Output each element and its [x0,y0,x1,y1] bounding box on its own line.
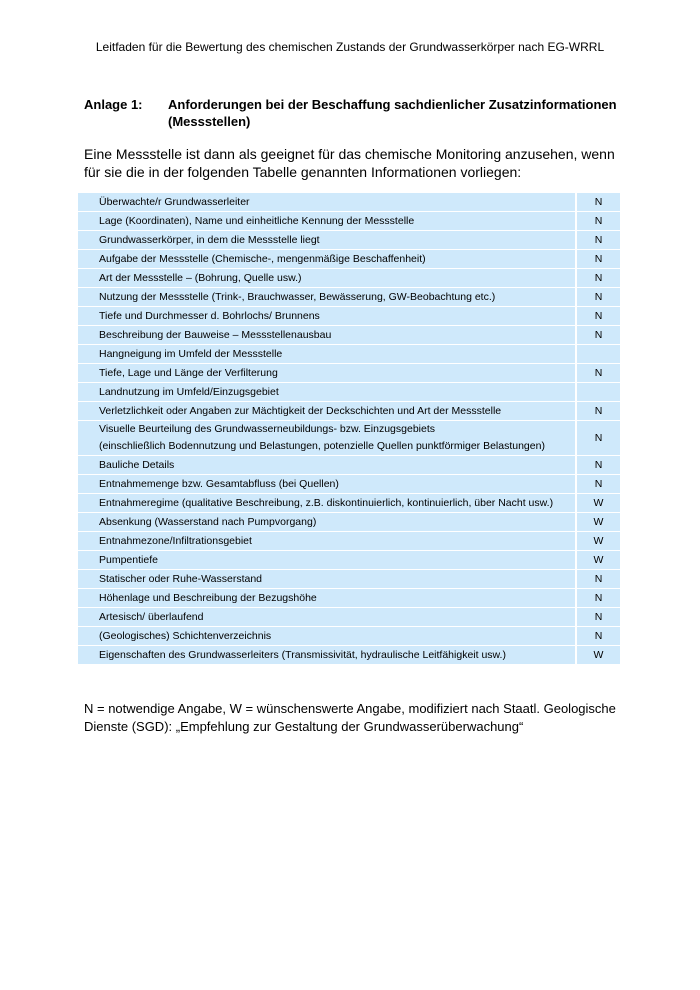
requirement-description [78,551,576,570]
requirement-description [78,513,576,532]
requirement-code: N [576,589,620,608]
requirement-text: Eigenschaften des Grundwasserleiters (Transmissivität, hydraulische Leitfähigkeit usw.) [99,648,506,661]
table-row [78,269,620,288]
requirement-text: Pumpentiefe [99,553,158,566]
requirement-description [78,269,576,288]
requirement-code: N [576,269,620,288]
table-row [78,307,620,326]
requirement-code: W [576,532,620,551]
requirement-description [78,532,576,551]
requirement-code: N [576,421,620,456]
requirement-description [78,364,576,383]
legend-footnote: N = notwendige Angabe, W = wünschenswerte Angabe, modifiziert nach Staatl. Geologische Dienste (SGD): „Empfehlung zur Gestaltung der Grundwasserüberwachung“ [84,701,616,734]
requirement-text: Visuelle Beurteilung des Grundwasserneubildungs- bzw. Einzugsgebiets [99,423,436,435]
requirement-text: Tiefe, Lage und Länge der Verfilterung [99,366,278,379]
requirement-text-continued: (einschließlich Bodennutzung und Belastungen, potenzielle Quellen punktförmiger Belastungen) [99,440,545,452]
running-header: Leitfaden für die Bewertung des chemischen Zustands der Grundwasserkörper nach EG-WRRL [95,40,605,54]
requirement-text: Verletzlichkeit oder Angaben zur Mächtigkeit der Deckschichten und Art der Messstelle [99,404,502,417]
table-row [78,193,620,212]
table-row [78,421,620,456]
requirements-table [78,193,620,665]
requirement-code: N [576,231,620,250]
table-row [78,402,620,421]
requirement-code: W [576,513,620,532]
requirement-text: Hangneigung im Umfeld der Messstelle [99,347,283,360]
table-row [78,250,620,269]
table-row [78,475,620,494]
requirement-description [78,608,576,627]
table-row [78,231,620,250]
section-title: Anforderungen bei der Beschaffung sachdienlicher Zusatzinformationen (Messstellen) [168,97,617,129]
requirement-code: N [576,212,620,231]
requirement-text: Entnahmemenge bzw. Gesamtabfluss (bei Quellen) [99,477,339,490]
table-row [78,212,620,231]
section-label: Anlage 1: [84,97,143,112]
requirement-description [78,326,576,345]
requirement-description [78,193,576,212]
requirement-description [78,456,576,475]
requirement-code: N [576,307,620,326]
requirement-text: Beschreibung der Bauweise – Messstellenausbau [99,328,332,341]
requirement-text: Absenkung (Wasserstand nach Pumpvorgang) [99,515,317,528]
table-row [78,494,620,513]
table-row [78,364,620,383]
requirement-code: N [576,193,620,212]
requirement-description [78,383,576,402]
intro-paragraph: Eine Messstelle ist dann als geeignet für das chemische Monitoring anzusehen, wenn für sie die in der folgenden Tabelle genannten Informationen vorliegen: [84,146,615,180]
requirement-text: Lage (Koordinaten), Name und einheitliche Kennung der Messstelle [99,214,415,227]
table-row [78,570,620,589]
requirement-code: N [576,250,620,269]
requirement-code: W [576,494,620,513]
requirement-text: Art der Messstelle – (Bohrung, Quelle usw.) [99,271,302,284]
table-row [78,589,620,608]
requirement-text: Bauliche Details [99,458,175,471]
requirement-description [78,646,576,665]
requirement-code: N [576,456,620,475]
requirement-code: N [576,288,620,307]
requirement-text: Statischer oder Ruhe-Wasserstand [99,572,263,585]
requirement-code: N [576,402,620,421]
requirement-description [78,345,576,364]
requirement-description [78,494,576,513]
requirement-text: Höhenlage und Beschreibung der Bezugshöhe [99,591,317,604]
requirement-code: N [576,326,620,345]
requirement-description [78,231,576,250]
requirement-code: W [576,646,620,665]
requirement-code: N [576,570,620,589]
requirement-description [78,212,576,231]
requirement-description [78,288,576,307]
requirement-text: Landnutzung im Umfeld/Einzugsgebiet [99,385,279,398]
table-row [78,646,620,665]
requirement-code [576,345,620,364]
table-row [78,288,620,307]
requirement-text: Tiefe und Durchmesser d. Bohrlochs/ Brunnens [99,309,320,322]
requirement-text: Entnahmeregime (qualitative Beschreibung, z.B. diskontinuierlich, kontinuierlich, über Nacht usw.) [99,496,554,509]
requirement-description [78,402,576,421]
requirement-code: N [576,608,620,627]
requirement-code [576,383,620,402]
requirement-code: W [576,551,620,570]
requirement-text: (Geologisches) Schichtenverzeichnis [99,629,272,642]
requirement-description [78,570,576,589]
table-row [78,513,620,532]
requirement-code: N [576,627,620,646]
requirement-text: Nutzung der Messstelle (Trink-, Brauchwasser, Bewässerung, GW-Beobachtung etc.) [99,290,496,303]
requirement-text: Entnahmezone/Infiltrationsgebiet [99,534,252,547]
requirement-description [78,627,576,646]
table-row [78,383,620,402]
requirement-description [78,250,576,269]
requirement-text: Artesisch/ überlaufend [99,610,204,623]
table-row [78,326,620,345]
requirement-code: N [576,475,620,494]
requirement-text: Grundwasserkörper, in dem die Messstelle liegt [99,233,320,246]
requirement-text: Aufgabe der Messstelle (Chemische-, mengenmäßige Beschaffenheit) [99,252,426,265]
table-row [78,608,620,627]
table-row [78,627,620,646]
requirement-text: Überwachte/r Grundwasserleiter [99,195,250,208]
table-row [78,532,620,551]
requirement-description [78,307,576,326]
requirement-description [78,475,576,494]
table-row [78,551,620,570]
requirement-code: N [576,364,620,383]
requirement-description [78,421,576,456]
requirement-description [78,589,576,608]
table-row [78,456,620,475]
table-row [78,345,620,364]
